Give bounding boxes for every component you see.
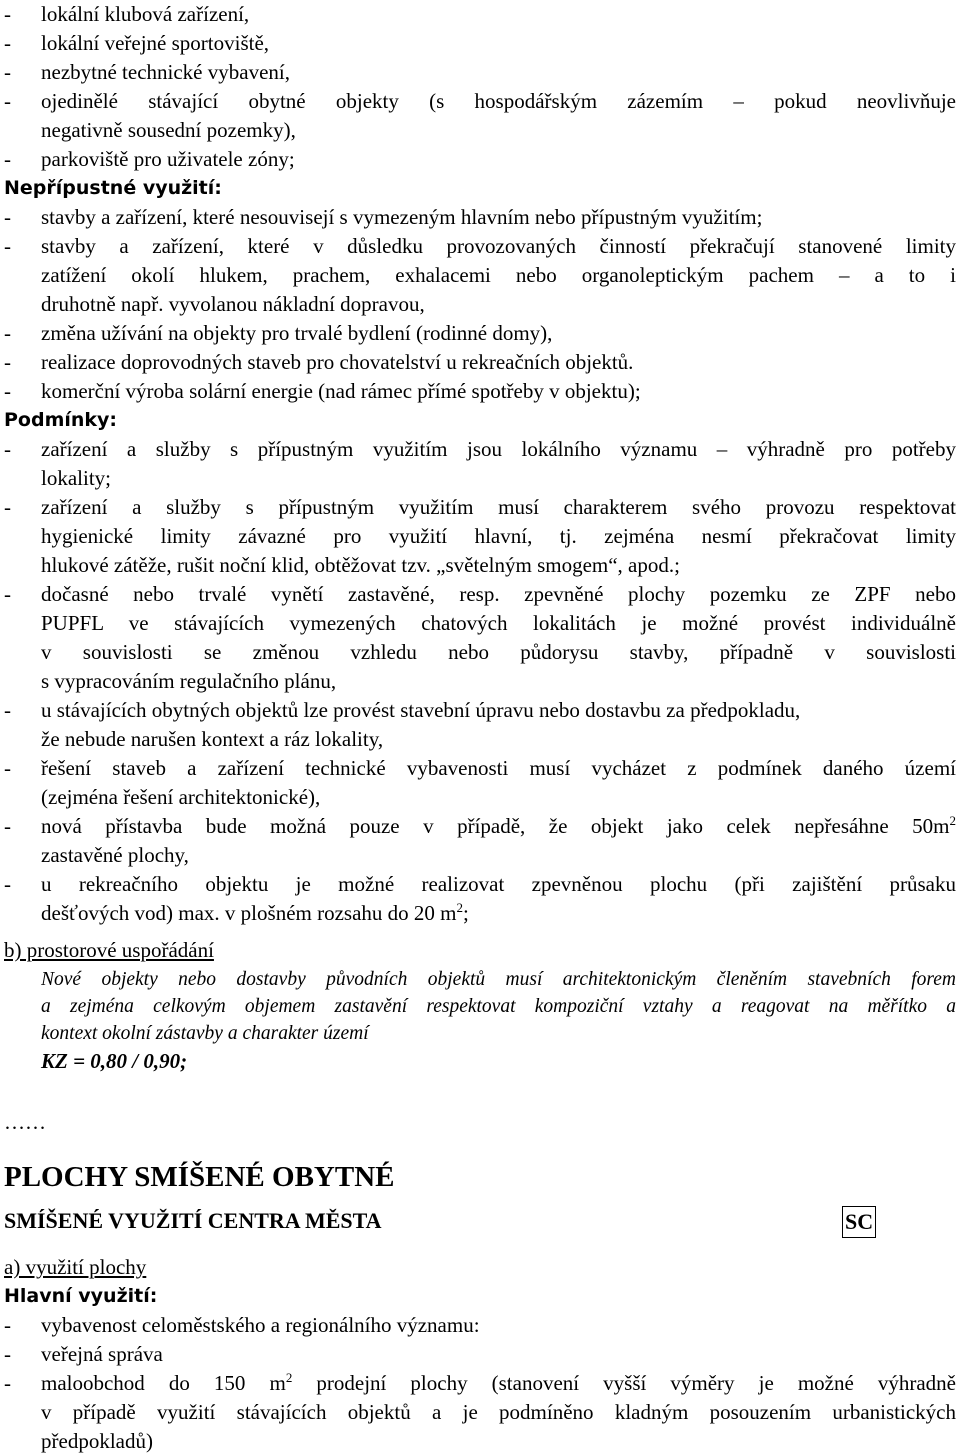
list-item-text: (zejména řešení architektonické), [41,785,321,809]
list-item-text: dešťových vod) max. v plošném rozsahu do 20 m [41,901,457,925]
list-dash: - [4,437,11,461]
list-item-continuation [41,638,956,667]
list-item-continuation [41,609,956,638]
list-item-text: druhotně např. vyvolanou nákladní dopravou, [41,292,425,316]
list-dash: - [4,2,11,26]
list-item [41,0,956,29]
list-item [41,754,956,783]
superscript: 2 [285,1370,293,1385]
list-item-continuation [41,464,956,493]
list-item-continuation [41,551,956,580]
section-a-title: a) využití plochy [4,1255,147,1279]
list-item-text: v souvislosti se změnou vzhledu nebo půdorysu stavby, případně v souvislosti [41,640,956,664]
list-item-text: nezbytné technické vybavení, [41,60,290,84]
list-dash: - [4,350,11,374]
item3-text: maloobchod do 150 m [41,1371,286,1395]
list-item [41,435,956,464]
list-item-continuation [41,290,956,319]
italic-line-2: a zejména celkovým objemem zastavění respektovat kompoziční vztahy a reagovat na měřítko a [41,996,956,1017]
item3-rest: prodejní plochy (stanovení vyšší výměry je možné výhradně [292,1371,956,1395]
list-item [41,29,956,58]
list-item-suffix: ; [463,901,469,925]
list-dash: - [4,756,11,780]
kz-value: KZ = 0,80 / 0,90; [41,1049,188,1073]
main-use-item-3-cont-1: v případě využití stávajících objektů a je podmíněno kladným posouzením urbanistických [41,1400,956,1424]
main-use-item-1: vybavenost celoměstského a regionálního významu: [41,1313,480,1337]
list-dash: - [4,205,11,229]
list-item-text: parkoviště pro uživatele zóny; [41,147,295,171]
list-dash: - [4,582,11,606]
list-item [41,58,956,87]
section-heading: Podmínky: [4,409,118,431]
list-item-continuation [41,116,956,145]
list-dash: - [4,814,11,838]
list-item-continuation [41,783,956,812]
list-item-continuation [41,841,956,870]
list-item [41,580,956,609]
list-item-text: zařízení a služby s přípustným využitím musí charakterem svého provozu respektovat [41,495,956,519]
main-use-heading: Hlavní využití: [4,1285,158,1307]
list-item [41,87,956,116]
list-item-text: stavby a zařízení, které v důsledku provozovaných činností překračují stanovené limity [41,234,956,258]
main-use-item-2: veřejná správa [41,1342,163,1366]
list-item-text: negativně sousední pozemky), [41,118,296,142]
list-item [41,493,956,522]
ellipsis: …… [4,1110,46,1134]
section-heading: Nepřípustné využití: [4,177,222,199]
italic-line-1: Nové objekty nebo dostavby původních objektů musí architektonickým členěním stavebních forem [41,969,956,990]
list-item-text: hlukové zátěže, rušit noční klid, obtěžovat tzv. „světelným smogem“, apod.; [41,553,680,577]
list-item-text: u stávajících obytných objektů lze provést stavební úpravu nebo dostavbu za předpokladu, [41,698,801,722]
list-dash: - [4,379,11,403]
list-item-text: lokality; [41,466,111,490]
list-item-text: u rekreačního objektu je možné realizovat zpevněnou plochu (při zajištění průsaku [41,872,956,896]
list-item-text: že nebude narušen kontext a ráz lokality, [41,727,384,751]
list-item-text: stavby a zařízení, které nesouvisejí s vymezeným hlavním nebo přípustným využitím; [41,205,763,229]
heading-smisene-vyuziti: SMÍŠENÉ VYUŽITÍ CENTRA MĚSTA [4,1208,382,1233]
italic-line-3: kontext okolní zástavby a charakter území [41,1023,369,1044]
list-dash: - [4,495,11,519]
list-dash: - [4,60,11,84]
list-dash: - [4,89,11,113]
list-dash: - [4,872,11,896]
list-item-text: dočasné nebo trvalé vynětí zastavěné, resp. zpevněné plochy pozemku ze ZPF nebo [41,582,956,606]
zone-code-box: SC [842,1206,876,1238]
list-dash: - [4,31,11,55]
list-item-text: řešení staveb a zařízení technické vybavenosti musí vycházet z podmínek daného území [41,756,956,780]
list-item-text: nová přístavba bude možná pouze v případě, že objekt jako celek nepřesáhne 50m [41,814,950,838]
list-item [41,870,956,899]
main-use-item-3 [41,1369,956,1398]
list-dash: - [4,698,11,722]
list-item-text: komerční výroba solární energie (nad rámec přímé spotřeby v objektu); [41,379,641,403]
heading-plochy-smisene: PLOCHY SMÍŠENÉ OBYTNÉ [4,1161,395,1193]
list-item-text: změna užívání na objekty pro trvalé bydlení (rodinné domy), [41,321,553,345]
list-dash: - [4,234,11,258]
list-item-text: lokální veřejné sportoviště, [41,31,270,55]
superscript: 2 [456,900,463,915]
list-item [41,203,956,232]
list-dash: - [4,1313,11,1337]
list-item-continuation [41,725,956,754]
list-item-text: hygienické limity závazné pro využití hlavní, tj. zejména nesmí překračovat limity [41,524,956,548]
list-item-continuation [41,261,956,290]
list-dash: - [4,147,11,171]
list-item-text: lokální klubová zařízení, [41,2,250,26]
list-item [41,812,956,841]
list-item-continuation [41,522,956,551]
list-item-text: ojedinělé stávající obytné objekty (s hospodářským zázemím – pokud neovlivňuje [41,89,956,113]
list-item [41,319,956,348]
list-item-text: zastavěné plochy, [41,843,189,867]
list-dash: - [4,1371,11,1395]
list-item-continuation [41,667,956,696]
list-item [41,348,956,377]
list-item-text: PUPFL ve stávajících vymezených chatových lokalitách je možné provést individuálně [41,611,956,635]
list-dash: - [4,321,11,345]
list-item-text: s vypracováním regulačního plánu, [41,669,337,693]
list-item [41,232,956,261]
section-b-title: b) prostorové uspořádání [4,938,214,962]
list-item-text: zatížení okolí hlukem, prachem, exhalacemi nebo organoleptickým pachem – a to i [41,263,956,287]
list-item [41,696,956,725]
list-dash: - [4,1342,11,1366]
main-use-item-3-cont-2: předpokladů) [41,1429,153,1453]
list-item [41,377,956,406]
superscript: 2 [949,813,956,828]
list-item-text: realizace doprovodných staveb pro chovatelství u rekreačních objektů. [41,350,634,374]
list-item [41,145,956,174]
list-item-continuation [41,899,956,928]
list-item-text: zařízení a služby s přípustným využitím jsou lokálního významu – výhradně pro potřeby [41,437,956,461]
